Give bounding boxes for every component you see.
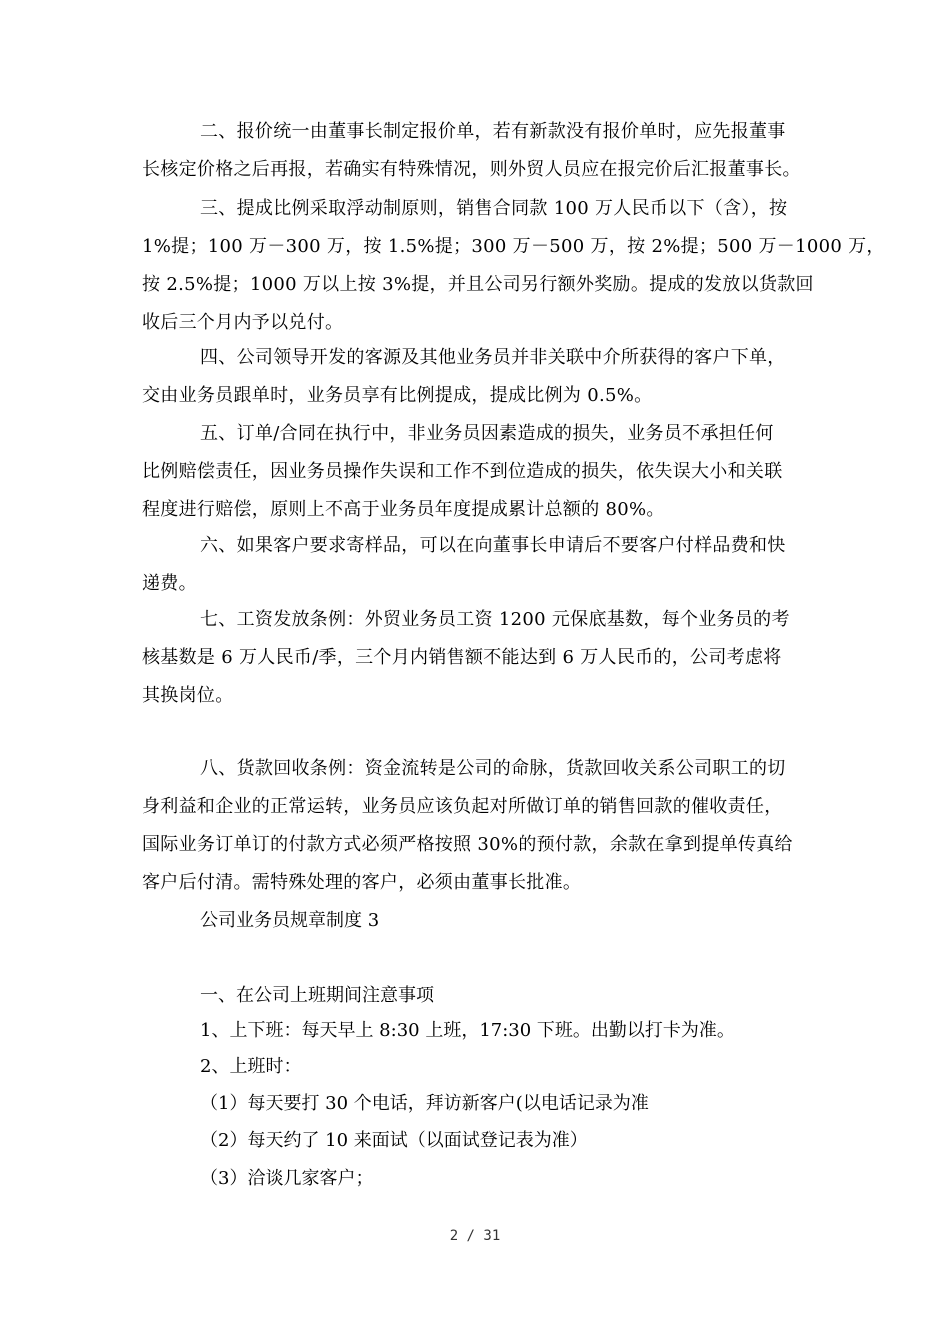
list-item: 1、上下班：每天早上 8:30 上班，17:30 下班。出勤以打卡为准。: [200, 1020, 735, 1041]
paragraph-line: 三、提成比例采取浮动制原则，销售合同款 100 万人民币以下（含），按: [200, 198, 788, 219]
paragraph-line: 国际业务订单订的付款方式必须严格按照 30%的预付款，余款在拿到提单传真给: [142, 834, 793, 855]
paragraph-3: [142, 190, 885, 342]
section-title: 公司业务员规章制度 3: [200, 910, 380, 931]
page-number: 2 / 31: [449, 1228, 501, 1244]
paragraph-line: 四、公司领导开发的客源及其他业务员并非关联中介所获得的客户下单，: [200, 347, 786, 368]
paragraph-4: [142, 339, 812, 415]
paragraph-line: 长核定价格之后再报，若确实有特殊情况，则外贸人员应在报完价后汇报董事长。: [142, 159, 801, 180]
section-heading: 一、在公司上班期间注意事项: [200, 985, 434, 1006]
paragraph-line: 比例赔偿责任，因业务员操作失误和工作不到位造成的损失，依失误大小和关联: [142, 461, 783, 482]
paragraph-line: 交由业务员跟单时，业务员享有比例提成，提成比例为 0.5%。: [142, 385, 653, 406]
list-item: 2、上班时：: [200, 1056, 302, 1077]
paragraph-line: 按 2.5%提；1000 万以上按 3%提，并且公司另行额外奖励。提成的发放以货款回: [142, 274, 814, 295]
paragraph-2: [142, 113, 812, 189]
paragraph-line: 客户后付清。需特殊处理的客户，必须由董事长批准。: [142, 872, 582, 893]
paragraph-line: 二、报价统一由董事长制定报价单，若有新款没有报价单时，应先报董事: [200, 121, 786, 142]
paragraph-line: 七、工资发放条例：外贸业务员工资 1200 元保底基数，每个业务员的考: [200, 609, 790, 630]
sub-list-item: （1）每天要打 30 个电话，拜访新客户(以电话记录为准: [200, 1093, 649, 1114]
paragraph-8: [142, 750, 812, 902]
paragraph-line: 八、货款回收条例：资金流转是公司的命脉，货款回收关系公司职工的切: [200, 758, 786, 779]
paragraph-line: 其换岗位。: [142, 685, 234, 706]
paragraph-7: [142, 601, 812, 715]
sub-list-item: （3）洽谈几家客户；: [200, 1168, 374, 1189]
paragraph-line: 收后三个月内予以兑付。: [142, 312, 344, 333]
paragraph-line: 六、如果客户要求寄样品，可以在向董事长申请后不要客户付样品费和快: [200, 535, 786, 556]
paragraph-line: 核基数是 6 万人民币/季，三个月内销售额不能达到 6 万人民币的，公司考虑将: [142, 647, 782, 668]
paragraph-line: 身利益和企业的正常运转，业务员应该负起对所做订单的销售回款的催收责任，: [142, 796, 783, 817]
paragraph-line: 递费。: [142, 573, 197, 594]
sub-list-item: （2）每天约了 10 来面试（以面试登记表为准）: [200, 1130, 588, 1151]
paragraph-6: [142, 527, 812, 603]
paragraph-5: [142, 415, 812, 529]
paragraph-line: 1%提；100 万－300 万，按 1.5%提；300 万－500 万，按 2%提；500 万－1000 万，: [142, 236, 885, 257]
paragraph-line: 程度进行赔偿，原则上不高于业务员年度提成累计总额的 80%。: [142, 499, 665, 520]
paragraph-line: 五、订单/合同在执行中，非业务员因素造成的损失，业务员不承担任何: [200, 423, 774, 444]
